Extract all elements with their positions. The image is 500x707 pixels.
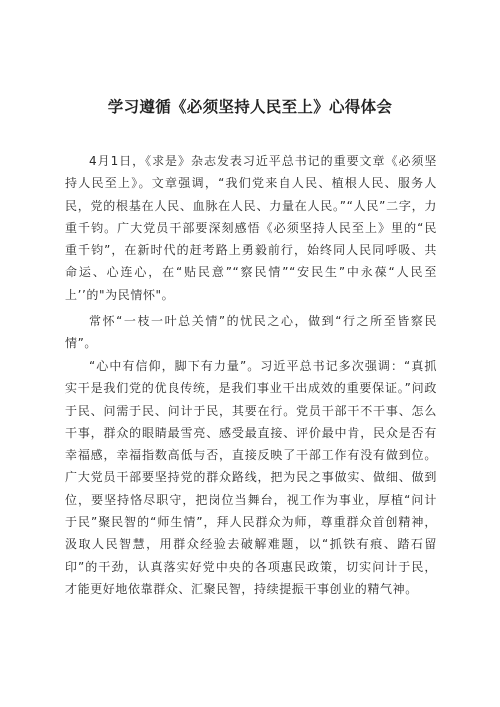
paragraph-text: 4月1日，《求是》杂志发表习近平总书记的重要文章《必须坚持人民至上》。文章强调，“我们党来自人民、植根人民、服务人民，党的根基在人民、血脉在人民、力量在人民。”“人民”二字，力重千钧。广大党员干部要深刻感悟《必须坚持人民至上》里的“民重千钧”，在新时代的赶考路上勇毅前行，始终同人民同呼吸、共命运、心连心，在“贴民意”“察民情”“安民生”中永葆“人民至上’’的"为民情怀"。	[65, 154, 437, 302]
paragraph-3	[65, 355, 437, 600]
paragraph-text: 常怀“一枝一叶总关情”的忧民之心，做到“行之所至皆察民情”。	[65, 314, 437, 351]
paragraph-2	[65, 310, 437, 355]
paragraph-1	[65, 150, 437, 306]
paragraph-text: “心中有信仰，脚下有力量”。习近平总书记多次强调：“真抓实干是我们党的优良传统，是我们事业干出成效的重要保证。”问政于民、问需于民、问计于民，其要在行。党员干部干不干事、怎么干事，群众的眼睛最雪亮、感受最直接、评价最中肯，民众是否有幸福感，幸福指数高低与否，直接反映了干部工作有没有做到位。广大党员干部要坚持党的群众路线，把为民之事做实、做细、做到位，要坚持恪尽职守，把岗位当舞台，视工作为事业，厚植“问计于民”聚民智的“师生情”，拜人民群众为师，尊重群众首创精神，汲取人民智慧，用群众经验去破解难题，以“抓铁有痕、踏石留印”的干劲，认真落实好党中央的各项惠民政策，切实问计于民，才能更好地依靠群众、汇聚民智，持续提振干事创业的精气神。	[65, 359, 437, 596]
document-title: 学习遵循《必须坚持人民至上》心得体会	[107, 98, 393, 116]
